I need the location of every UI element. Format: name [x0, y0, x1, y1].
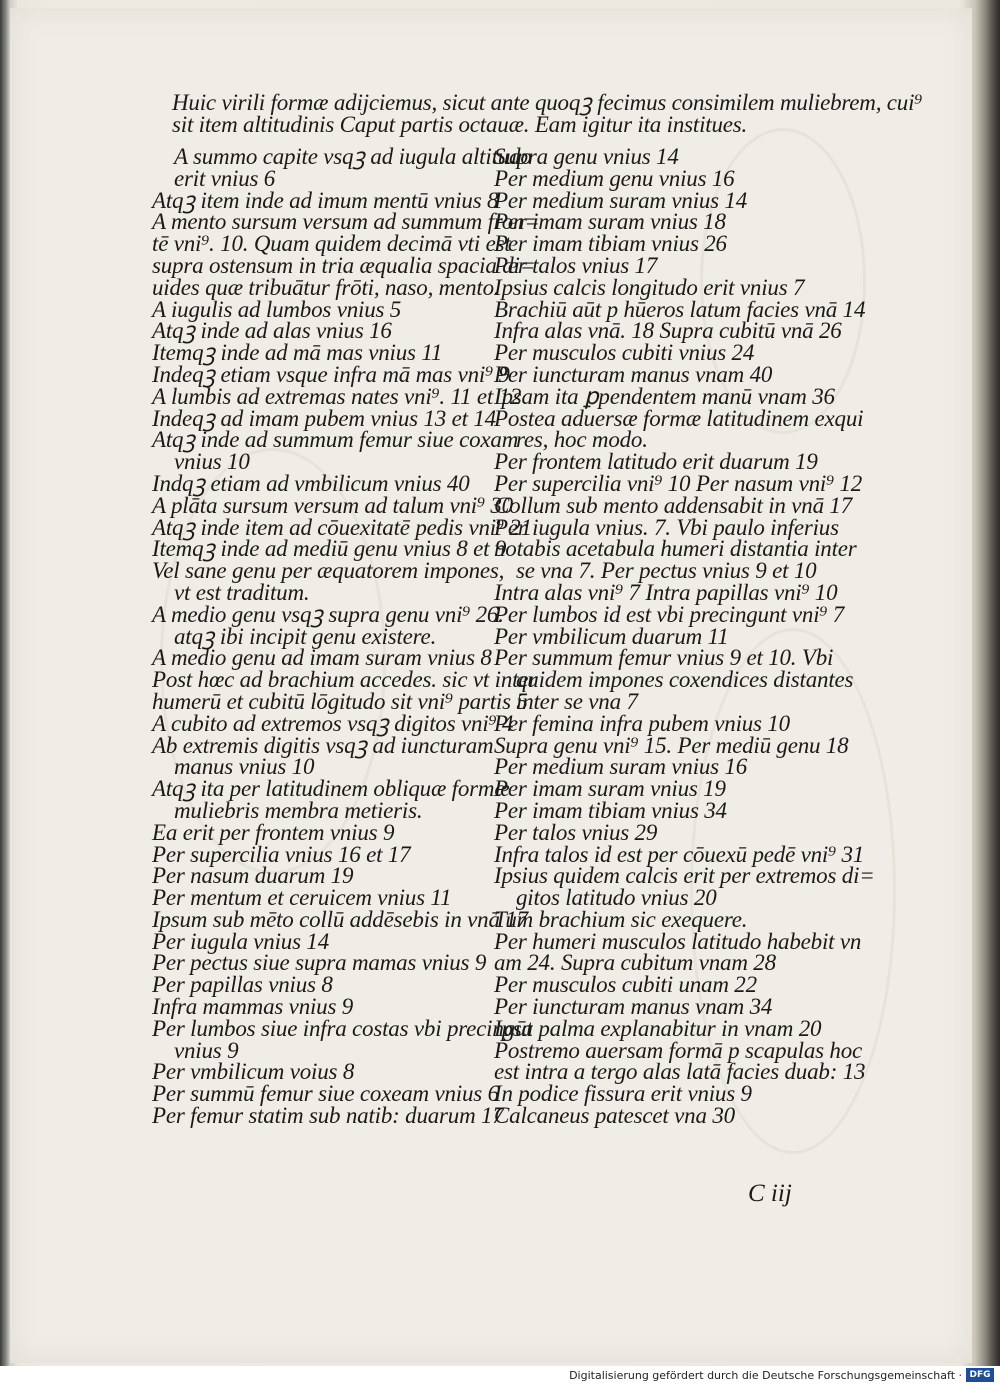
text-line: A iugulis ad lumbos vnius 5: [152, 296, 402, 322]
text-line: Per iugula vnius. 7. Vbi paulo inferius: [494, 514, 839, 540]
text-line: Infra alas vnā. 18 Supra cubitū vnā 26: [494, 318, 842, 344]
text-line: Ipsius calcis longitudo erit vnius 7: [494, 274, 805, 300]
text-line: Ipsam ita ꝑpendentem manū vnam 36: [494, 383, 835, 409]
left-column: [152, 144, 540, 1129]
text-line: Per medium suram vnius 14: [494, 187, 748, 213]
text-line: Per papillas vnius 8: [152, 972, 333, 998]
text-line: Indqꝫ etiam ad vmbilicum vnius 40: [152, 470, 470, 496]
text-line: Indeqꝫ etiam vsque infra mā mas vni⁹ 9: [152, 361, 510, 387]
text-line: Atqꝫ ita per latitudinem obliquæ formæ: [152, 776, 510, 802]
text-line: Per vmbilicum voius 8: [152, 1059, 355, 1085]
text-line: In podice fissura erit vnius 9: [494, 1081, 752, 1107]
text-line: Infra talos id est per cōuexū pedē vni⁹ 31: [494, 841, 865, 867]
text-line: Post hœc ad brachium accedes. sic vt inter: [152, 667, 538, 693]
text-line: se vna 7. Per pectus vnius 9 et 10: [516, 558, 817, 584]
text-line: Supra genu vnius 14: [494, 144, 679, 169]
text-line: muliebris membra metieris.: [174, 797, 423, 823]
text-line: A plāta sursum versum ad talum vni⁹ 30: [152, 492, 513, 518]
text-line: Per supercilia vnius 16 et 17: [152, 841, 411, 867]
text-line: Tum brachium sic exequere.: [494, 906, 748, 932]
text-line: Collum sub mento addensabit in vnā 17: [494, 492, 853, 518]
intro-line: Huic virili formæ adijciemus, sicut ante quoqꝫ fecimus consimilem muliebrem, cui⁹: [172, 90, 923, 115]
text-line: notabis acetabula humeri distantia inter: [494, 536, 857, 562]
text-line: vt est traditum.: [174, 579, 310, 605]
text-line: Per imam tibiam vnius 26: [494, 231, 727, 257]
text-line: Ea erit per frontem vnius 9: [152, 819, 395, 845]
text-line: A mento sursum versum ad summum fron=: [152, 209, 540, 235]
text-line: Per vmbilicum duarum 11: [494, 623, 729, 649]
text-line: Per iugula vnius 14: [152, 928, 329, 954]
text-line: Per medium suram vnius 16: [494, 754, 748, 780]
text-line: Per iuncturam manus vnam 34: [494, 994, 773, 1020]
text-line: atqꝫ ibi incipit genu existere.: [174, 623, 437, 649]
text-line: Per medium genu vnius 16: [494, 165, 735, 191]
text-line: tē vni⁹. 10. Quam quidem decimā vti est: [152, 231, 511, 257]
text-line: vnius 10: [174, 449, 250, 475]
text-line: A cubito ad extremos vsqꝫ digitos vni⁹ 4: [152, 710, 514, 736]
text-line: Per mentum et ceruicem vnius 11: [152, 885, 452, 911]
dfg-logo: DFG: [966, 1368, 994, 1382]
text-line: supra ostensum in tria æqualia spacia di=: [152, 252, 536, 278]
footer-credit: Digitalisierung gefördert durch die Deutsche Forschungsgemeinschaft ·: [569, 1369, 962, 1382]
text-line: Brachiū aūt p hūeros latum facies vnā 14: [494, 296, 866, 322]
text-line: Per femur statim sub natib: duarum 17: [152, 1103, 504, 1129]
text-line: Per talos vnius 17: [494, 252, 658, 278]
text-line: Per supercilia vni⁹ 10 Per nasum vni⁹ 12: [494, 470, 863, 496]
footer-bar: [0, 1366, 1000, 1386]
text-line: Per talos vnius 29: [494, 819, 658, 845]
text-line: Intra alas vni⁹ 7 Intra papillas vni⁹ 10: [494, 579, 838, 605]
text-line: A medio genu vsqꝫ supra genu vni⁹ 26.: [152, 601, 504, 627]
text-line: Vel sane genu per æquatorem impones,: [152, 558, 505, 584]
text-line: Atqꝫ inde ad summum femur siue coxam: [152, 427, 519, 453]
text-line: Per pectus siue supra mamas vnius 9: [152, 950, 487, 976]
text-line: A medio genu ad imam suram vnius 8: [152, 645, 492, 671]
text-line: Calcaneus patescet vna 30: [494, 1103, 735, 1129]
text-line: Per summū femur siue coxeam vnius 6: [152, 1081, 499, 1107]
text-line: Supra genu vni⁹ 15. Per mediū genu 18: [494, 732, 849, 758]
text-line: Atqꝫ inde ad alas vnius 16: [152, 318, 392, 344]
text-line: Per iuncturam manus vnam 40: [494, 361, 773, 387]
text-line: gitos latitudo vnius 20: [516, 885, 717, 911]
text-line: Per lumbos id est vbi precingunt vni⁹ 7: [494, 601, 845, 627]
text-line: Per musculos cubiti vnius 24: [494, 340, 755, 366]
text-line: Infra mammas vnius 9: [152, 994, 354, 1020]
text-line: Per lumbos siue infra costas vbi precingūt: [152, 1015, 533, 1041]
text-line: manus vnius 10: [174, 754, 315, 780]
text-line: Per frontem latitudo erit duarum 19: [494, 449, 818, 475]
text-line: Per imam suram vnius 19: [494, 776, 726, 802]
intro-paragraph: [172, 90, 923, 137]
text-line: A lumbis ad extremas nates vni⁹. 11 et 12: [152, 383, 522, 409]
text-line: Ipsius quidem calcis erit per extremos di=: [494, 863, 875, 889]
text-line: Per imam suram vnius 18: [494, 209, 726, 235]
text-line: est intra a tergo alas latā facies duab: 13: [494, 1059, 866, 1085]
text-line: uides quæ tribuātur frōti, naso, mento.: [152, 274, 500, 300]
text-line: res, hoc modo.: [516, 427, 648, 453]
text-line: humerū et cubitū lōgitudo sit vni⁹ partis 5: [152, 688, 528, 714]
text-line: Postremo auersam formā p scapulas hoc: [494, 1037, 863, 1063]
text-line: am 24. Supra cubitum vnam 28: [494, 950, 776, 976]
text-line: Per summum femur vnius 9 et 10. Vbi: [494, 645, 834, 671]
text-line: quidem impones coxendices distantes: [516, 667, 854, 693]
text-line: Per femina infra pubem vnius 10: [494, 710, 790, 736]
text-line: Ab extremis digitis vsqꝫ ad iuncturam: [152, 732, 494, 758]
text-line: Per nasum duarum 19: [152, 863, 354, 889]
text-line: inter se vna 7: [516, 688, 638, 714]
text-line: vnius 9: [174, 1037, 239, 1063]
text-line: Itemqꝫ inde ad mediū genu vnius 8 et 9: [152, 536, 507, 562]
text-line: erit vnius 6: [174, 165, 276, 191]
text-line: Atqꝫ item inde ad imum mentū vnius 8: [152, 187, 499, 213]
text-line: Itemqꝫ inde ad mā mas vnius 11: [152, 340, 443, 366]
text-line: Ipsum sub mēto collū addēsebis in vnā 17: [152, 906, 528, 932]
text-line: Atqꝫ inde item ad cōuexitatē pedis vni⁹ 21: [152, 514, 532, 540]
intro-line: sit item altitudinis Caput partis octauæ. Eam igitur ita institues.: [172, 111, 748, 137]
right-column: [494, 144, 875, 1129]
signature-mark: C iij: [748, 1180, 792, 1207]
text-line: Per musculos cubiti unam 22: [494, 972, 757, 998]
text-line: Indeqꝫ ad imam pubem vnius 13 et 14: [152, 405, 496, 431]
text-line: Postea aduersæ formæ latitudinem exqui: [494, 405, 864, 431]
text-line: Per humeri musculos latitudo habebit vn: [494, 928, 862, 954]
text-line: Ipsa palma explanabitur in vnam 20: [494, 1015, 822, 1041]
text-line: Per imam tibiam vnius 34: [494, 797, 727, 823]
text-line: A summo capite vsqꝫ ad iugula altitudo: [174, 144, 532, 169]
